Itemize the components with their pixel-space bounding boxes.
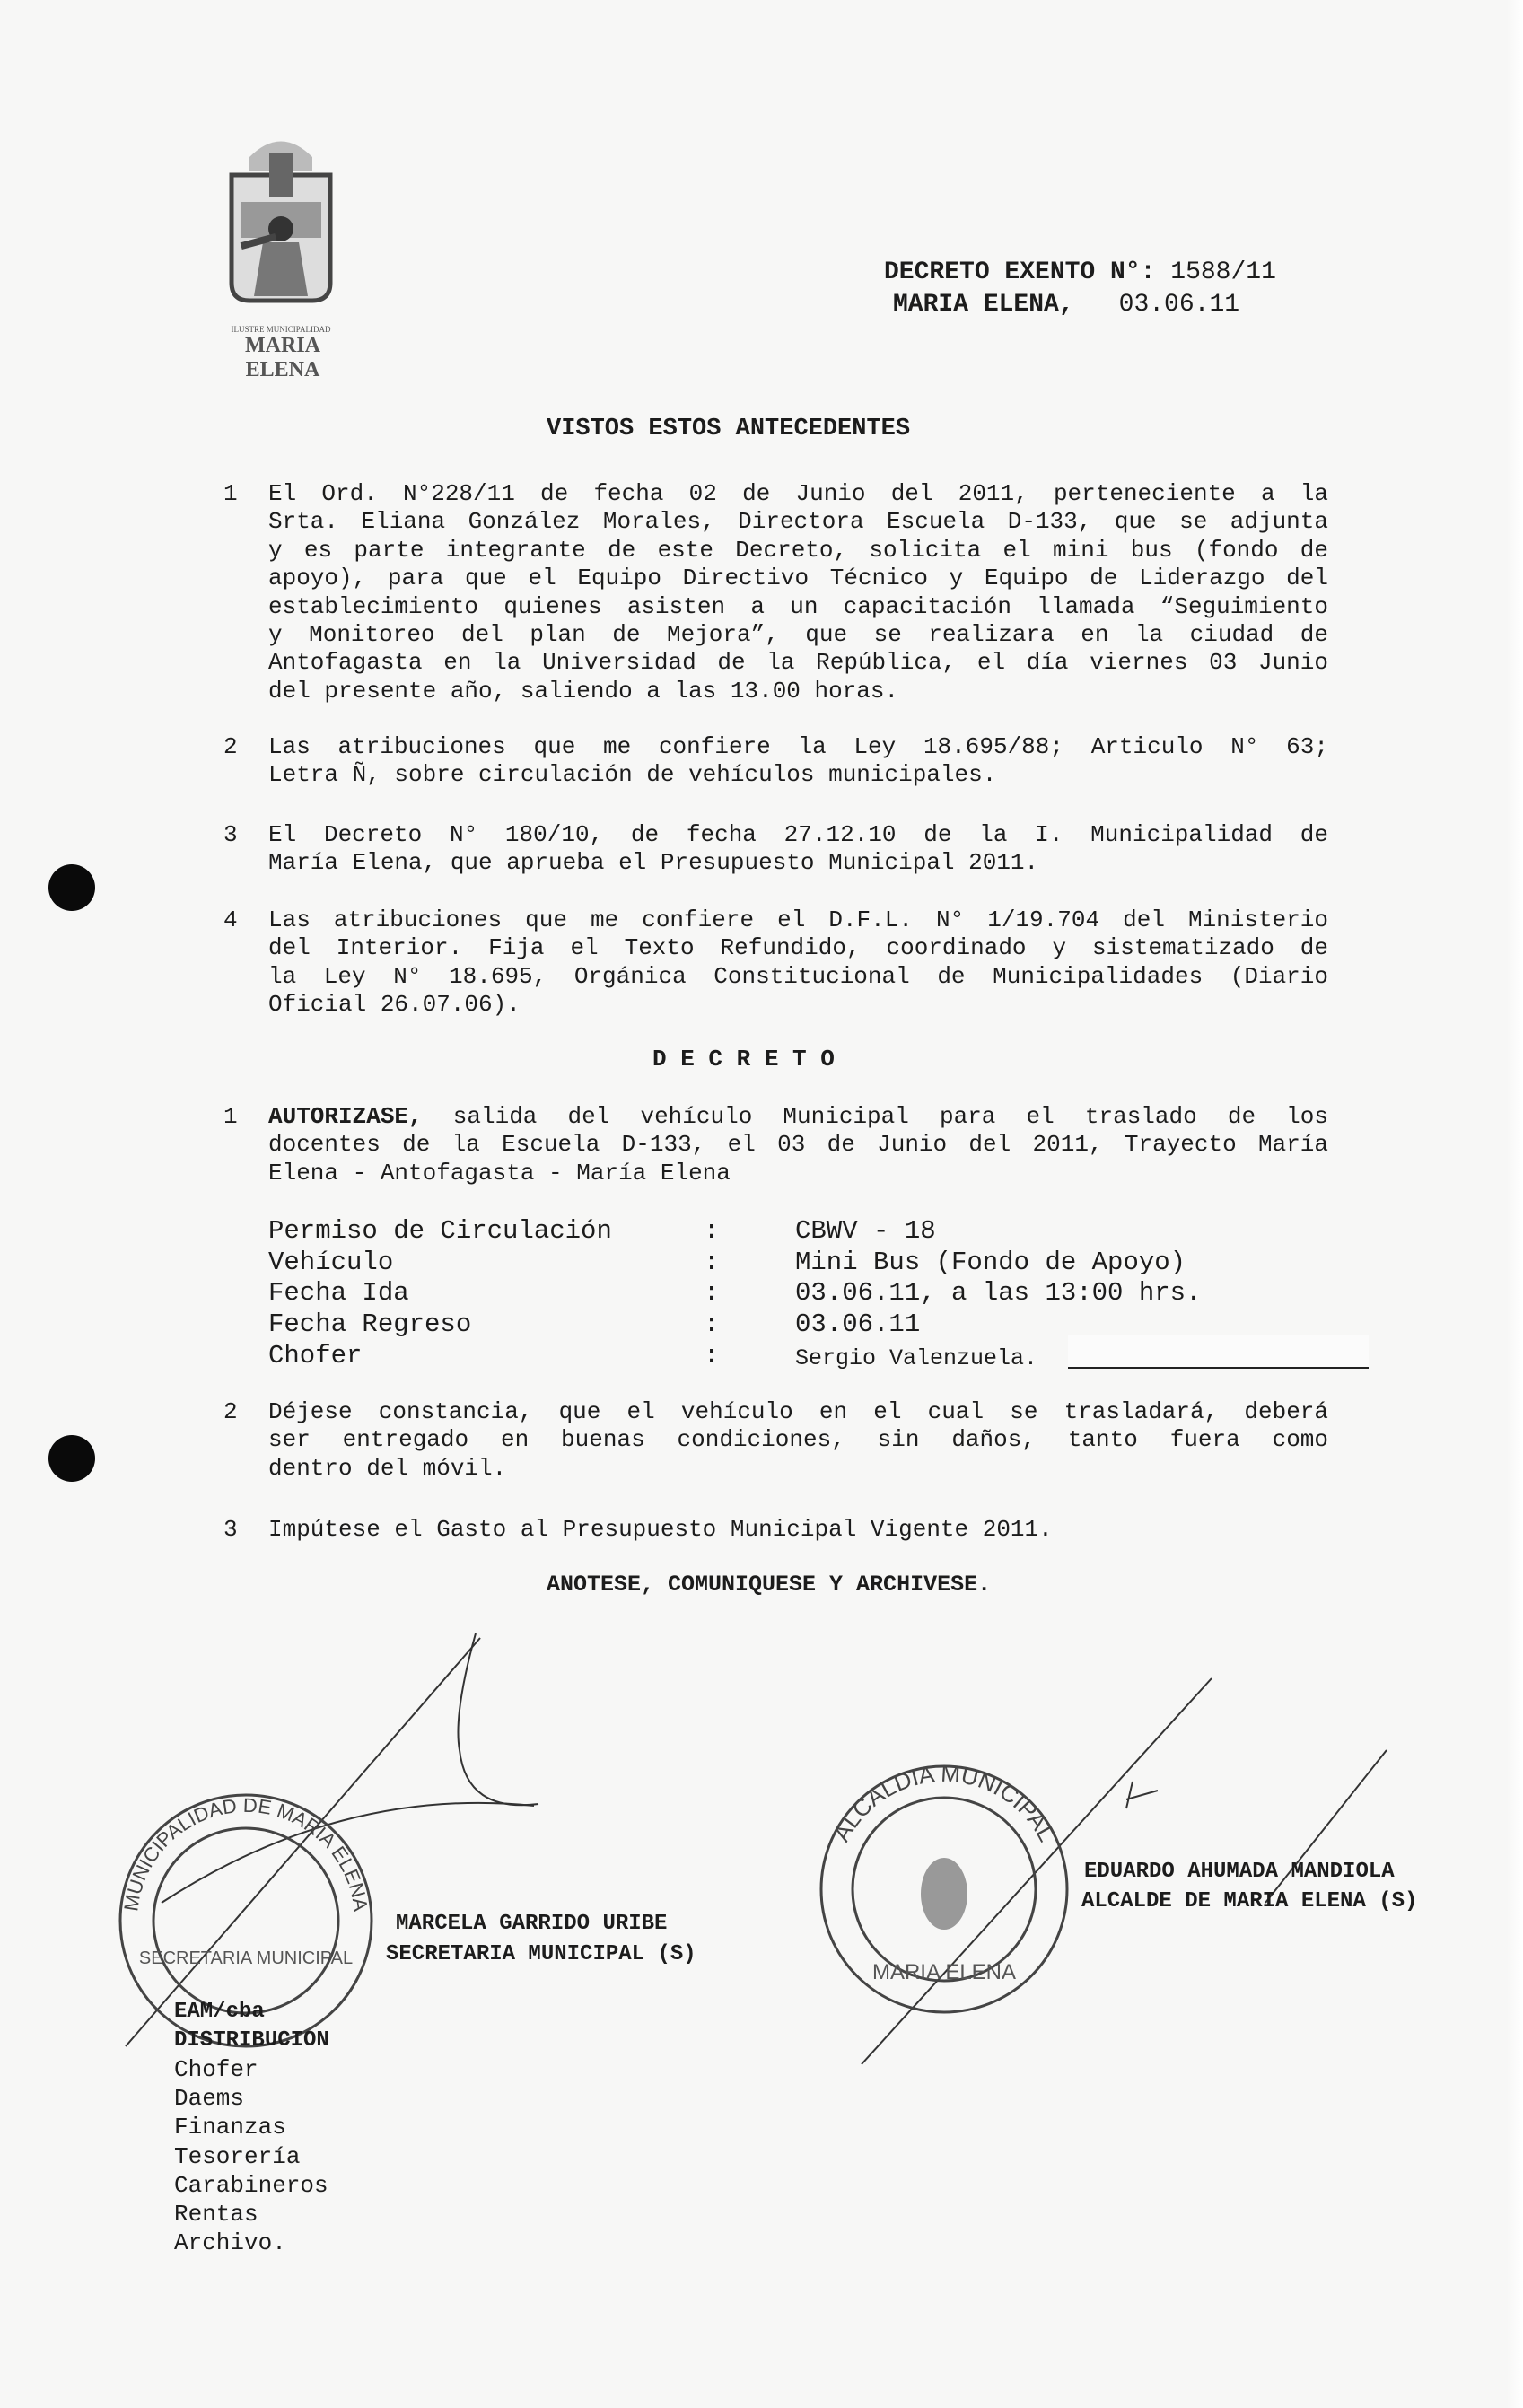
- item-number: 1: [223, 1103, 238, 1130]
- detail-separator: :: [704, 1309, 720, 1340]
- distribution-item: Daems: [174, 2085, 245, 2113]
- distribution-item: Tesorería: [174, 2142, 301, 2170]
- vistos-title: VISTOS ESTOS ANTECEDENTES: [547, 416, 911, 442]
- detail-row: [268, 1248, 1390, 1278]
- detail-row: [268, 1216, 1390, 1247]
- item-number: 2: [223, 1398, 238, 1425]
- paragraph-line: apoyo), para que el Equipo Directivo Técnico y Equipo de Liderazgo del: [268, 565, 1328, 592]
- left-stamp-text: MUNICIPALIDAD DE MARIA ELENA: [119, 1793, 372, 1913]
- detail-value: 03.06.11, a las 13:00 hrs.: [795, 1278, 1202, 1309]
- punch-hole: [48, 864, 95, 911]
- antecedent-paragraph: [268, 733, 1328, 790]
- paragraph-line: Letra Ñ, sobre circulación de vehículos municipales.: [268, 761, 997, 789]
- distribution-item: Finanzas: [174, 2114, 286, 2141]
- svg-text:ALCALDIA MUNICIPAL: [827, 1760, 1061, 1846]
- decree-date: 03.06.11: [1118, 291, 1240, 319]
- municipality-logo: [214, 130, 348, 382]
- paragraph-line: dentro del móvil.: [268, 1454, 507, 1482]
- item-number: 1: [223, 480, 238, 507]
- right-signatory-name: EDUARDO AHUMADA MANDIOLA: [1084, 1860, 1395, 1884]
- paragraph-line: Déjese constancia, que el vehículo en el cual se trasladará, deberá: [268, 1398, 1328, 1425]
- antecedent-paragraph: [268, 906, 1328, 1020]
- paragraph-line: [268, 1103, 1328, 1131]
- decree-header: [884, 257, 1276, 321]
- paragraph-line: establecimiento quienes asisten a un capacitación llamada “Seguimiento: [268, 592, 1328, 620]
- paragraph-line: la Ley N° 18.695, Orgánica Constitucional de Municipalidades (Diario: [268, 962, 1328, 990]
- detail-row: [268, 1278, 1390, 1309]
- decree-item-text: Impútese el Gasto al Presupuesto Municipal Vigente 2011.: [268, 1516, 1053, 1543]
- detail-label: Fecha Regreso: [268, 1309, 472, 1340]
- closing-formula: ANOTESE, COMUNIQUESE Y ARCHIVESE.: [547, 1572, 992, 1598]
- decreto-title: D E C R E T O: [652, 1046, 835, 1073]
- detail-value: Mini Bus (Fondo de Apoyo): [795, 1247, 1186, 1277]
- paragraph-line: Oficial 26.07.06).: [268, 991, 521, 1019]
- paragraph-line: Las atribuciones que me confiere la Ley 18.695/88; Articulo N° 63;: [268, 733, 1328, 760]
- paragraph-line: El Decreto N° 180/10, de fecha 27.12.10 de la I. Municipalidad de: [268, 821, 1328, 848]
- right-signatory-title: ALCALDE DE MARIA ELENA (S): [1081, 1889, 1418, 1913]
- left-signatory-title: SECRETARIA MUNICIPAL (S): [386, 1942, 696, 1966]
- decree-label: DECRETO EXENTO N°:: [884, 258, 1156, 286]
- detail-label: Vehículo: [268, 1247, 394, 1277]
- left-signatory-name: MARCELA GARRIDO URIBE: [396, 1912, 668, 1936]
- detail-value: 03.06.11: [795, 1309, 921, 1340]
- distribution-item: Rentas: [174, 2201, 258, 2228]
- paragraph-line: y Monitoreo del plan de Mejora”, que se realizara en la ciudad de: [268, 620, 1328, 648]
- detail-label: Chofer: [268, 1340, 363, 1370]
- paragraph-line: del Interior. Fija el Texto Refundido, coordinado y sistematizado de: [268, 934, 1328, 962]
- detail-label: Permiso de Circulación: [268, 1216, 612, 1246]
- paragraph-line: Srta. Eliana González Morales, Directora Escuela D-133, que se adjunta: [268, 508, 1328, 536]
- distribution-item: Chofer: [174, 2056, 258, 2083]
- left-stamp-inner: SECRETARIA MUNICIPAL: [138, 1948, 354, 1968]
- antecedent-paragraph: [268, 480, 1328, 705]
- paragraph-line: María Elena, que aprueba el Presupuesto Municipal 2011.: [268, 849, 1039, 877]
- redaction-box: [1068, 1335, 1369, 1369]
- paragraph-line: ser entregado en buenas condiciones, sin daños, tanto fuera como: [268, 1426, 1328, 1454]
- detail-label: Fecha Ida: [268, 1278, 409, 1309]
- authorize-keyword: AUTORIZASE,: [268, 1103, 423, 1130]
- item-number: 4: [223, 906, 238, 933]
- right-signatory: [1081, 1857, 1417, 1916]
- paragraph-line: docentes de la Escuela D-133, el 03 de Junio del 2011, Trayecto María: [268, 1131, 1328, 1159]
- logo-name: MARIA ELENA: [245, 334, 320, 381]
- paragraph-line: Antofagasta en la Universidad de la República, el día viernes 03 Junio: [268, 649, 1328, 677]
- detail-separator: :: [704, 1216, 720, 1246]
- paragraph-line: El Ord. N°228/11 de fecha 02 de Junio del 2011, perteneciente a la: [268, 480, 1328, 507]
- place: MARIA ELENA,: [893, 291, 1074, 319]
- signature-scribble: [126, 1633, 1387, 2064]
- punch-hole: [48, 1435, 95, 1482]
- item-number: 3: [223, 821, 238, 848]
- paragraph-text: salida del vehículo Municipal para el traslado de los: [452, 1103, 1328, 1130]
- left-signatory: [386, 1909, 696, 1970]
- detail-separator: :: [704, 1278, 720, 1309]
- paragraph-line: Las atribuciones que me confiere el D.F.L. N° 1/19.704 del Ministerio: [268, 906, 1328, 933]
- paragraph-line: del presente año, saliendo a las 13.00 horas.: [268, 677, 899, 705]
- coat-of-arms-icon: [214, 130, 348, 319]
- decree-number: 1588/11: [1170, 258, 1276, 286]
- initials: EAM/cba: [174, 2000, 265, 2024]
- detail-value: CBWV - 18: [795, 1216, 936, 1246]
- item-number: 3: [223, 1516, 238, 1543]
- right-stamp-text: ALCALDIA MUNICIPAL: [827, 1759, 1061, 1846]
- right-stamp-bottom: MARIA ELENA: [871, 1960, 1017, 1984]
- antecedent-paragraph: [268, 821, 1328, 878]
- item-number: 2: [223, 733, 238, 760]
- distribution-title: DISTRIBUCION: [174, 2028, 329, 2053]
- logo-subtitle: ILUSTRE MUNICIPALIDAD: [231, 325, 331, 334]
- detail-value: Sergio Valenzuela.: [795, 1344, 1038, 1371]
- paragraph-line: Elena - Antofagasta - María Elena: [268, 1159, 731, 1186]
- detail-separator: :: [704, 1247, 720, 1277]
- detail-separator: :: [704, 1340, 720, 1370]
- paragraph-line: y es parte integrante de este Decreto, solicita el mini bus (fondo de: [268, 536, 1328, 564]
- distribution-item: Archivo.: [174, 2229, 286, 2257]
- distribution-item: Carabineros: [174, 2171, 328, 2199]
